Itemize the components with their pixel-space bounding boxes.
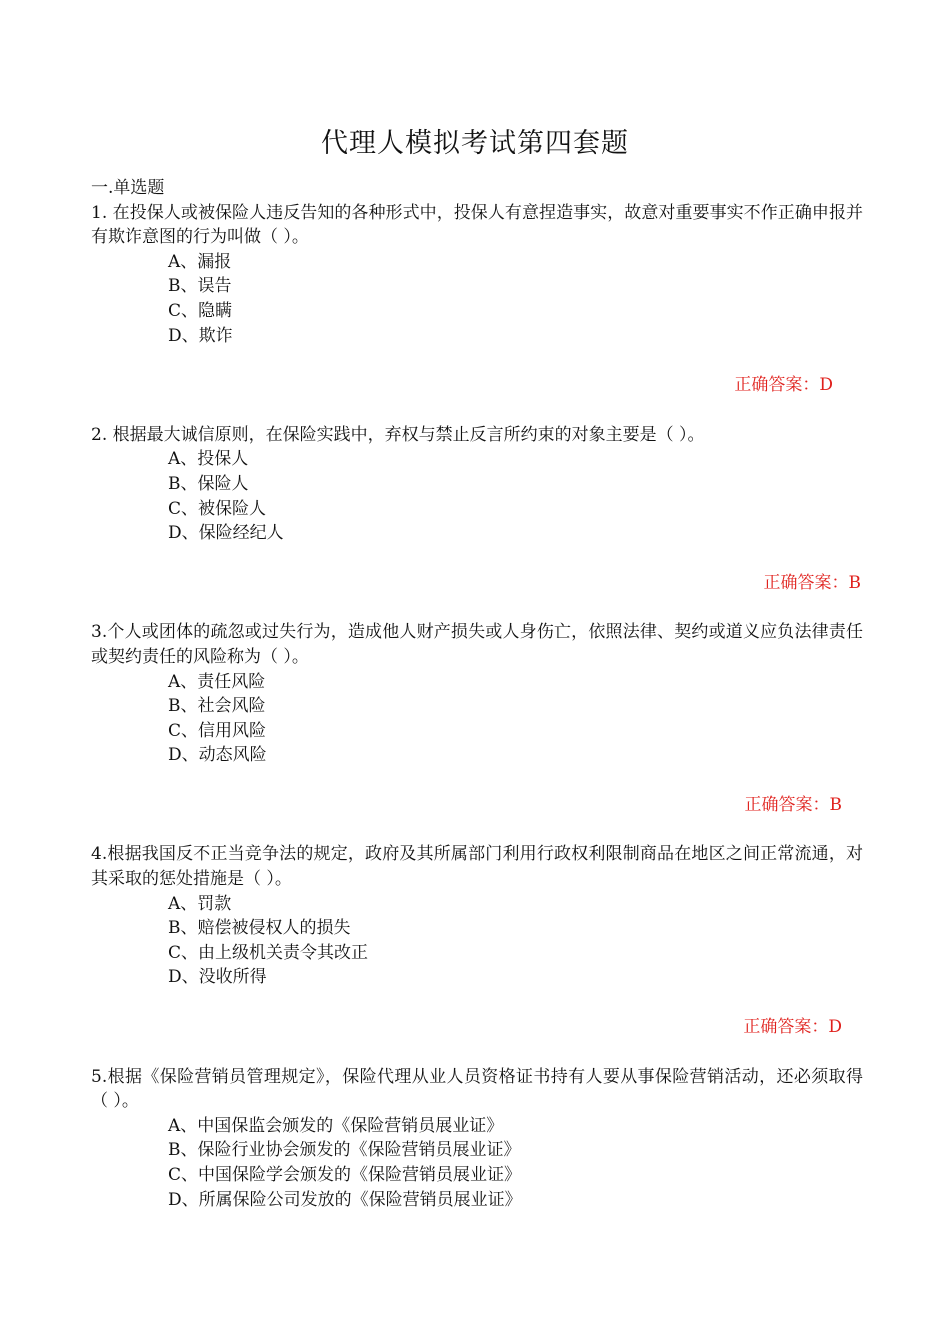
option-c: C、被保险人 [168, 498, 267, 519]
correct-answer: 正确答案：D [734, 375, 833, 396]
option-b: B、赔偿被侵权人的损失 [168, 918, 351, 939]
document-title: 代理人模拟考试第四套题 [321, 128, 629, 160]
option-list [91, 250, 863, 348]
option-a: A、罚款 [168, 893, 232, 914]
question-text: 2. 根据最大诚信原则，在保险实践中，弃权与禁止反言所约束的对象主要是（ ）。 [91, 424, 705, 445]
option-d: D、动态风险 [168, 745, 267, 766]
option-list [91, 892, 863, 990]
option-d: D、保险经纪人 [168, 523, 284, 544]
question-text: 5.根据《保险营销员管理规定》，保险代理从业人员资格证书持有人要从事保险营销活动，还必须取得（ ）。 [91, 1066, 863, 1112]
question-1 [91, 201, 863, 398]
option-d: D、没收所得 [168, 967, 267, 988]
correct-answer: 正确答案：B [763, 572, 861, 593]
question-5 [91, 1065, 863, 1213]
question-2 [91, 423, 863, 596]
option-c: C、由上级机关责令其改正 [168, 942, 369, 963]
option-d: D、所属保险公司发放的《保险营销员展业证》 [168, 1189, 522, 1210]
question-4 [91, 842, 863, 1039]
option-d: D、欺诈 [168, 325, 233, 346]
correct-answer: 正确答案：D [743, 1017, 842, 1038]
section-heading: 一.单选题 [91, 178, 165, 198]
option-a: A、漏报 [168, 251, 232, 272]
option-a: A、中国保监会颁发的《保险营销员展业证》 [168, 1115, 504, 1136]
option-b: B、保险人 [168, 473, 249, 494]
option-a: A、投保人 [168, 449, 249, 470]
question-3 [91, 620, 863, 817]
option-list [91, 670, 863, 768]
question-text: 1. 在投保人或被保险人违反告知的各种形式中，投保人有意捏造事实，故意对重要事实不作正确申报并有欺诈意图的行为叫做（ ）。 [91, 202, 863, 248]
option-list [91, 447, 863, 545]
option-b: B、保险行业协会颁发的《保险营销员展业证》 [168, 1140, 521, 1161]
option-c: C、中国保险学会颁发的《保险营销员展业证》 [168, 1165, 522, 1185]
option-a: A、责任风险 [168, 671, 266, 692]
question-text: 4.根据我国反不正当竞争法的规定，政府及其所属部门利用行政权利限制商品在地区之间正常流通，对其采取的惩处措施是（ ）。 [91, 844, 863, 890]
option-c: C、隐瞒 [168, 300, 233, 321]
option-c: C、信用风险 [168, 720, 267, 741]
option-b: B、误告 [168, 276, 232, 297]
option-list [91, 1114, 863, 1212]
question-text: 3.个人或团体的疏忽或过失行为，造成他人财产损失或人身伤亡，依照法律、契约或道义应负法律责任或契约责任的风险称为（ ）。 [91, 622, 863, 667]
option-b: B、社会风险 [168, 696, 266, 717]
correct-answer: 正确答案：B [744, 794, 842, 815]
document-content [91, 176, 863, 1212]
